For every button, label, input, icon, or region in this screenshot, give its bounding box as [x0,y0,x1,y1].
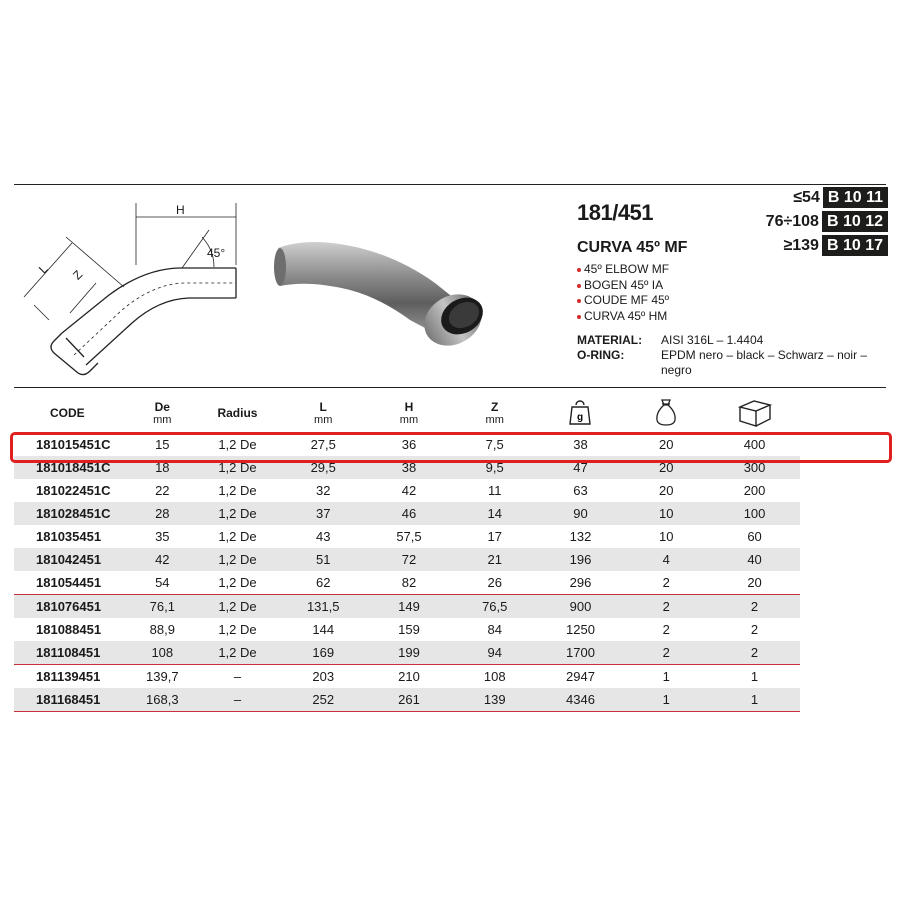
spec-labels [577,333,642,363]
cell-l: 144 [312,622,335,637]
cell-h: 210 [366,665,452,689]
size-code-row [766,235,888,256]
cell-code: 181088451 [36,622,102,637]
cell-weight: 38 [573,437,588,452]
h-dimension-label: H [176,203,185,217]
de-label: De [154,400,170,414]
cell-h: 46 [366,502,452,525]
cell-l: 43 [315,529,331,544]
cell-box: 2 [750,622,759,637]
cell-bag: 2 [662,575,670,590]
cell-de: 18 [130,456,195,479]
size-range: ≤54 [793,188,820,206]
translation-es: CURVA 45º HM [577,309,669,325]
size-code-list [766,187,888,259]
cell-bag: 4 [623,548,709,571]
cell-radius: 1,2 De [195,548,281,571]
cell-de: 139,7 [130,665,195,689]
cell-bag: 2 [662,622,670,637]
cell-code: 181108451 [14,641,130,665]
z-dimension-label: Z [70,267,86,283]
spec-values [661,333,886,378]
cell-radius: 1,2 De [218,622,257,637]
material-label: MATERIAL: [577,333,643,347]
col-header-box [709,393,800,433]
weight-icon-label: g [577,411,584,423]
cell-de: 168,3 [130,688,195,712]
table-row [14,641,800,665]
cell-code: 181028451C [14,502,130,525]
table-header-row [14,393,800,433]
cell-radius: 1,2 De [218,575,257,590]
translation-fr: COUDE MF 45º [577,293,669,309]
cell-de: 76,1 [130,595,195,619]
cell-bag: 1 [623,665,709,689]
col-header-weight [538,393,624,433]
cell-l: 203 [280,665,366,689]
col-header-l [280,393,366,433]
cell-box: 400 [743,437,766,452]
cell-de: 15 [155,437,170,452]
cell-bag: 2 [623,595,709,619]
cell-radius: 1,2 De [195,595,281,619]
cell-radius: 1,2 De [218,437,257,452]
table-top-rule [14,387,886,388]
cell-z: 94 [452,641,538,665]
cell-weight: 196 [538,548,624,571]
translations-list [577,262,669,324]
table-row [14,665,800,689]
col-header-bag [623,393,709,433]
cell-z: 76,5 [452,595,538,619]
cell-weight: 2947 [538,665,624,689]
cell-h: 261 [366,688,452,712]
table-row [14,688,800,712]
table-row [14,525,800,548]
top-rule [14,184,886,185]
size-range: ≥139 [783,236,819,254]
cell-weight: 90 [538,502,624,525]
cell-box: 40 [709,548,800,571]
cell-code: 181035451 [36,529,102,544]
cell-z: 84 [487,622,502,637]
z-unit: mm [485,414,504,426]
cell-h: 42 [401,483,417,498]
size-range: 76÷108 [765,212,819,230]
cell-code: 181015451C [36,437,111,452]
material-value: AISI 316L – 1.4404 [661,333,764,347]
cell-l: 27,5 [310,437,336,452]
cell-l: 29,5 [280,456,366,479]
cell-l: 62 [315,575,331,590]
cell-h: 199 [366,641,452,665]
translation-en: 45º ELBOW MF [577,262,669,278]
cell-z: 108 [452,665,538,689]
cell-l: 51 [280,548,366,571]
col-header-radius: Radius [217,406,258,420]
cell-code: 181076451 [14,595,130,619]
cell-l: 169 [280,641,366,665]
oring-label: O-RING: [577,348,625,362]
cell-box: 200 [743,483,766,498]
cell-code: 181022451C [36,483,111,498]
col-header-de [130,393,195,433]
cell-radius: – [195,688,281,712]
cell-bag: 20 [658,437,674,452]
bag-icon [654,398,678,426]
cell-box: 2 [709,641,800,665]
cell-h: 36 [401,437,417,452]
dimension-diagram [14,195,244,385]
cell-weight: 900 [538,595,624,619]
cell-de: 88,9 [149,622,175,637]
cell-z: 14 [452,502,538,525]
cell-radius: 1,2 De [218,483,257,498]
table-row [14,595,800,619]
h-label: H [404,400,414,414]
product-photo [270,228,510,348]
cell-radius: 1,2 De [218,529,257,544]
cell-box: 300 [709,456,800,479]
cell-box: 1 [709,688,800,712]
cell-weight: 296 [569,575,592,590]
l-label: L [319,400,327,414]
cell-de: 42 [130,548,195,571]
cell-z: 139 [452,688,538,712]
cell-bag: 20 [623,456,709,479]
cell-bag: 1 [623,688,709,712]
cell-z: 11 [487,483,502,498]
cell-de: 35 [155,529,170,544]
col-header-z [452,393,538,433]
cell-box: 2 [709,595,800,619]
cell-l: 252 [280,688,366,712]
h-unit: mm [399,414,419,426]
cell-radius: 1,2 De [195,502,281,525]
cell-code: 181042451 [14,548,130,571]
box-icon [738,397,772,427]
cell-weight: 132 [569,529,592,544]
cell-bag: 10 [658,529,674,544]
cell-weight: 47 [538,456,624,479]
product-code: 181/451 [577,200,654,225]
size-code-badge: B 10 11 [823,187,888,208]
cell-h: 57,5 [396,529,422,544]
cell-h: 82 [401,575,417,590]
cell-h: 159 [398,622,420,637]
de-unit: mm [153,414,172,426]
cell-weight: 1250 [566,622,595,637]
cell-de: 54 [155,575,170,590]
size-code-badge: B 10 12 [822,211,888,232]
cell-weight: 63 [573,483,588,498]
z-label: Z [491,400,499,414]
cell-h: 72 [366,548,452,571]
cell-l: 32 [315,483,331,498]
size-code-row [766,187,888,208]
cell-bag: 10 [623,502,709,525]
cell-z: 9,5 [452,456,538,479]
cell-bag: 2 [623,641,709,665]
cell-z: 17 [487,529,502,544]
cell-box: 60 [747,529,762,544]
cell-box: 20 [747,575,762,590]
table-row [14,571,800,595]
table-row [14,618,800,641]
col-header-code: CODE [50,406,85,420]
cell-radius: 1,2 De [195,456,281,479]
cell-radius: 1,2 De [195,641,281,665]
size-code-row [766,211,888,232]
cell-box: 1 [709,665,800,689]
cell-h: 149 [366,595,452,619]
table-row [14,548,800,571]
size-code-badge: B 10 17 [822,235,888,256]
cell-bag: 20 [658,483,674,498]
cell-code: 181139451 [14,665,130,689]
l-dimension-label: L [36,261,51,277]
cell-h: 38 [366,456,452,479]
row-highlight-box [10,432,892,463]
weight-icon [569,399,591,425]
cell-radius: – [195,665,281,689]
cell-code: 181054451 [36,575,102,590]
col-header-h [366,393,452,433]
cell-de: 28 [130,502,195,525]
translation-de: BOGEN 45º IA [577,278,669,294]
product-name: CURVA 45º MF [577,239,688,256]
cell-l: 37 [280,502,366,525]
angle-label: 45° [207,246,226,260]
cell-z: 7,5 [485,437,504,452]
cell-box: 100 [709,502,800,525]
cell-de: 22 [155,483,170,498]
cell-de: 108 [130,641,195,665]
l-unit: mm [314,414,333,426]
cell-z: 26 [487,575,502,590]
cell-z: 21 [452,548,538,571]
table-row [14,479,800,502]
cell-weight: 1700 [538,641,624,665]
cell-weight: 4346 [538,688,624,712]
oring-value: EPDM nero – black – Schwarz – noir – negro [661,348,868,377]
cell-code: 181168451 [14,688,130,712]
table-row [14,502,800,525]
cell-code: 181018451C [14,456,130,479]
cell-l: 131,5 [280,595,366,619]
